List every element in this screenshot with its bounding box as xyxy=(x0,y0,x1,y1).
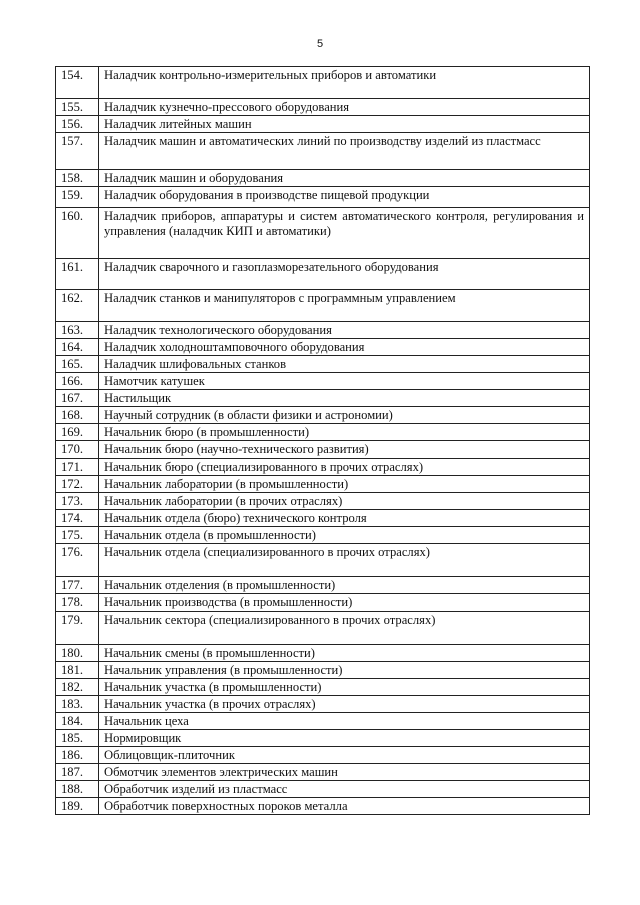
row-number: 165. xyxy=(56,356,99,373)
table-row xyxy=(56,322,590,339)
row-number: 164. xyxy=(56,339,99,356)
occupation-title: Наладчик приборов, аппаратуры и систем автоматического контроля, регулирования и управления (наладчик КИП и автоматики) xyxy=(99,208,590,259)
occupation-title: Начальник участка (в прочих отраслях) xyxy=(99,696,590,713)
occupation-title: Начальник участка (в промышленности) xyxy=(99,679,590,696)
row-number: 178. xyxy=(56,594,99,612)
row-number: 183. xyxy=(56,696,99,713)
occupation-title: Начальник отдела (бюро) технического контроля xyxy=(99,510,590,527)
table-row xyxy=(56,373,590,390)
table-row xyxy=(56,441,590,459)
occupation-table xyxy=(55,66,590,815)
table-row xyxy=(56,730,590,747)
row-number: 158. xyxy=(56,170,99,187)
table-row xyxy=(56,133,590,170)
row-number: 185. xyxy=(56,730,99,747)
row-number: 171. xyxy=(56,459,99,476)
occupation-title: Наладчик оборудования в производстве пищевой продукции xyxy=(99,187,590,208)
row-number: 189. xyxy=(56,798,99,815)
row-number: 159. xyxy=(56,187,99,208)
occupation-title: Наладчик технологического оборудования xyxy=(99,322,590,339)
row-number: 174. xyxy=(56,510,99,527)
table-row xyxy=(56,407,590,424)
page-number: 5 xyxy=(316,38,324,50)
row-number: 179. xyxy=(56,612,99,645)
table-row xyxy=(56,459,590,476)
table-row xyxy=(56,510,590,527)
table-row xyxy=(56,356,590,373)
table-row xyxy=(56,679,590,696)
table-row xyxy=(56,187,590,208)
occupation-title: Нормировщик xyxy=(99,730,590,747)
table-row xyxy=(56,116,590,133)
occupation-title: Начальник бюро (в промышленности) xyxy=(99,424,590,441)
table-row xyxy=(56,476,590,493)
occupation-title: Начальник производства (в промышленности) xyxy=(99,594,590,612)
row-number: 155. xyxy=(56,99,99,116)
occupation-title: Начальник бюро (специализированного в прочих отраслях) xyxy=(99,459,590,476)
occupation-title: Обработчик поверхностных пороков металла xyxy=(99,798,590,815)
occupation-table-body xyxy=(56,67,590,815)
occupation-title: Наладчик машин и оборудования xyxy=(99,170,590,187)
occupation-title: Начальник отдела (специализированного в прочих отраслях) xyxy=(99,544,590,577)
row-number: 177. xyxy=(56,577,99,594)
table-row xyxy=(56,170,590,187)
table-row xyxy=(56,713,590,730)
row-number: 182. xyxy=(56,679,99,696)
table-row xyxy=(56,99,590,116)
occupation-title: Начальник лаборатории (в промышленности) xyxy=(99,476,590,493)
occupation-title: Облицовщик-плиточник xyxy=(99,747,590,764)
row-number: 173. xyxy=(56,493,99,510)
table-row xyxy=(56,781,590,798)
row-number: 166. xyxy=(56,373,99,390)
row-number: 180. xyxy=(56,645,99,662)
table-row xyxy=(56,67,590,99)
table-row xyxy=(56,747,590,764)
row-number: 156. xyxy=(56,116,99,133)
occupation-title: Начальник лаборатории (в прочих отраслях) xyxy=(99,493,590,510)
row-number: 187. xyxy=(56,764,99,781)
row-number: 188. xyxy=(56,781,99,798)
occupation-title: Начальник смены (в промышленности) xyxy=(99,645,590,662)
occupation-title: Начальник бюро (научно-технического развития) xyxy=(99,441,590,459)
row-number: 176. xyxy=(56,544,99,577)
table-row xyxy=(56,662,590,679)
table-row xyxy=(56,290,590,322)
row-number: 169. xyxy=(56,424,99,441)
occupation-title: Начальник сектора (специализированного в прочих отраслях) xyxy=(99,612,590,645)
row-number: 163. xyxy=(56,322,99,339)
occupation-title: Настильщик xyxy=(99,390,590,407)
occupation-title: Наладчик кузнечно-прессового оборудования xyxy=(99,99,590,116)
table-row xyxy=(56,612,590,645)
occupation-title: Начальник цеха xyxy=(99,713,590,730)
table-row xyxy=(56,577,590,594)
table-row xyxy=(56,527,590,544)
row-number: 172. xyxy=(56,476,99,493)
occupation-title: Наладчик шлифовальных станков xyxy=(99,356,590,373)
occupation-title: Начальник управления (в промышленности) xyxy=(99,662,590,679)
row-number: 157. xyxy=(56,133,99,170)
table-row xyxy=(56,390,590,407)
row-number: 160. xyxy=(56,208,99,259)
occupation-title: Наладчик сварочного и газоплазморезательного оборудования xyxy=(99,259,590,290)
row-number: 162. xyxy=(56,290,99,322)
occupation-title: Наладчик литейных машин xyxy=(99,116,590,133)
table-row xyxy=(56,544,590,577)
row-number: 184. xyxy=(56,713,99,730)
table-row xyxy=(56,594,590,612)
occupation-title: Обмотчик элементов электрических машин xyxy=(99,764,590,781)
table-row xyxy=(56,798,590,815)
table-row xyxy=(56,259,590,290)
table-row xyxy=(56,339,590,356)
occupation-title: Начальник отдела (в промышленности) xyxy=(99,527,590,544)
table-row xyxy=(56,764,590,781)
row-number: 154. xyxy=(56,67,99,99)
occupation-title: Намотчик катушек xyxy=(99,373,590,390)
occupation-title: Наладчик холодноштамповочного оборудования xyxy=(99,339,590,356)
table-row xyxy=(56,424,590,441)
row-number: 186. xyxy=(56,747,99,764)
occupation-title: Начальник отделения (в промышленности) xyxy=(99,577,590,594)
occupation-title: Наладчик станков и манипуляторов с программным управлением xyxy=(99,290,590,322)
row-number: 175. xyxy=(56,527,99,544)
table-row xyxy=(56,493,590,510)
table-row xyxy=(56,696,590,713)
row-number: 181. xyxy=(56,662,99,679)
row-number: 168. xyxy=(56,407,99,424)
table-row xyxy=(56,645,590,662)
occupation-title: Наладчик машин и автоматических линий по производству изделий из пластмасс xyxy=(99,133,590,170)
occupation-title: Наладчик контрольно-измерительных приборов и автоматики xyxy=(99,67,590,99)
row-number: 167. xyxy=(56,390,99,407)
row-number: 170. xyxy=(56,441,99,459)
table-row xyxy=(56,208,590,259)
occupation-title: Научный сотрудник (в области физики и астрономии) xyxy=(99,407,590,424)
occupation-title: Обработчик изделий из пластмасс xyxy=(99,781,590,798)
row-number: 161. xyxy=(56,259,99,290)
